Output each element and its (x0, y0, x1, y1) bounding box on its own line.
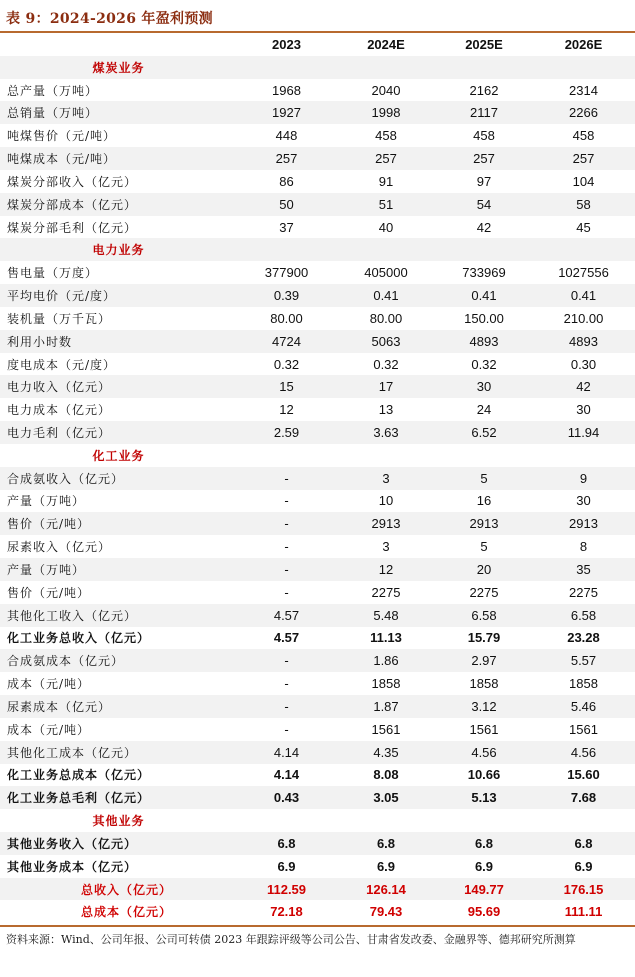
row-label: 产量（万吨） (7, 494, 86, 509)
value-cell: 112.59 (237, 878, 336, 901)
table-row (0, 832, 635, 855)
value-cell: 42 (476, 219, 492, 235)
value-cell: 5.46 (532, 695, 635, 718)
value-cell: 5063 (336, 330, 436, 353)
empty-cell (532, 444, 635, 467)
table-row (0, 581, 635, 604)
value-cell: 30 (436, 375, 532, 398)
table-row (0, 695, 635, 718)
value-cell: 91 (378, 173, 394, 189)
value-cell: 4.35 (336, 741, 436, 764)
empty-cell (436, 56, 532, 79)
section-label: 电力业务 (0, 238, 237, 261)
value-cell: 10.66 (467, 767, 501, 783)
value-cell: 3.05 (336, 786, 436, 809)
value-cell: - (237, 649, 336, 672)
table-row (0, 193, 635, 216)
row-label: 化工业务总毛利（亿元） (0, 786, 237, 809)
empty-cell (336, 56, 436, 79)
value-cell: 16 (476, 493, 492, 509)
value-cell: 2.97 (436, 649, 532, 672)
value-cell: 3 (382, 539, 390, 555)
value-cell: 733969 (462, 265, 506, 281)
value-cell: 0.32 (373, 356, 399, 372)
table-row (0, 490, 635, 513)
value-cell: 405000 (364, 265, 408, 281)
table-row (0, 330, 635, 353)
value-cell: 80.00 (270, 310, 303, 326)
table-row (0, 170, 635, 193)
value-cell: 6.8 (237, 832, 336, 855)
value-cell: 2266 (532, 101, 635, 124)
row-label: 总产量（万吨） (7, 83, 99, 98)
section-row (0, 238, 635, 261)
header-label-cell (0, 33, 237, 56)
row-label: 平均电价（元/度） (0, 284, 237, 307)
value-cell: 6.52 (436, 421, 532, 444)
table-title: 表 9：2024-2026 年盈利预测 (6, 11, 213, 27)
value-cell: - (284, 539, 289, 555)
table-body (0, 56, 635, 923)
row-label: 化工业务总收入（亿元） (7, 631, 151, 646)
value-cell: 50 (237, 193, 336, 216)
row-label: 总成本（亿元） (80, 905, 172, 920)
value-cell: 3 (336, 467, 436, 490)
value-cell: 5.13 (436, 786, 532, 809)
row-label: 其他化工收入（亿元） (0, 604, 237, 627)
value-cell: 2117 (436, 101, 532, 124)
value-cell: 97 (476, 173, 492, 189)
value-cell: 1858 (371, 676, 401, 692)
value-cell: 6.9 (474, 858, 494, 874)
value-cell: 8.08 (373, 767, 399, 783)
table-row (0, 353, 635, 376)
value-cell: 5 (480, 539, 488, 555)
value-cell: - (237, 467, 336, 490)
value-cell: 17 (336, 375, 436, 398)
value-cell: 58 (532, 193, 635, 216)
table-row (0, 375, 635, 398)
value-cell: 1561 (569, 721, 598, 737)
value-cell: 86 (279, 173, 294, 189)
row-label: 合成氨收入（亿元） (0, 467, 237, 490)
value-cell: 257 (532, 147, 635, 170)
total-row (0, 900, 635, 923)
value-cell: 150.00 (464, 310, 504, 326)
value-cell: 257 (237, 147, 336, 170)
value-cell: 2314 (569, 82, 598, 98)
row-label: 售电量（万度） (7, 266, 99, 281)
value-cell: 111.11 (564, 904, 603, 920)
value-cell: 6.9 (277, 858, 296, 874)
value-cell: 257 (436, 147, 532, 170)
value-cell: 10 (378, 493, 394, 509)
value-cell: 15.60 (567, 767, 600, 783)
value-cell: 95.69 (467, 904, 501, 920)
row-label: 吨煤售价（元/吨） (7, 129, 117, 144)
value-cell: 35 (532, 558, 635, 581)
table-row (0, 718, 635, 741)
row-label: 总收入（亿元） (0, 878, 237, 901)
value-cell: 5.57 (532, 649, 635, 672)
value-cell: 4893 (532, 330, 635, 353)
value-cell: 0.32 (273, 356, 300, 372)
value-cell: - (237, 558, 336, 581)
empty-cell (436, 238, 532, 261)
value-cell: 176.15 (532, 878, 635, 901)
row-label: 总销量（万吨） (0, 101, 237, 124)
value-cell: 2275 (469, 584, 499, 600)
table-row (0, 307, 635, 330)
value-cell: 5.48 (336, 604, 436, 627)
value-cell: 0.43 (237, 786, 336, 809)
table-row (0, 124, 635, 147)
value-cell: 7.68 (532, 786, 635, 809)
header-year-2024e: 2024E (367, 36, 405, 52)
section-row (0, 809, 635, 832)
row-label: 电力收入（亿元） (0, 375, 237, 398)
forecast-table (0, 33, 635, 923)
row-label: 其他业务收入（亿元） (0, 832, 237, 855)
value-cell: - (284, 676, 289, 692)
table-row (0, 649, 635, 672)
value-cell: 257 (336, 147, 436, 170)
empty-cell (336, 444, 436, 467)
empty-cell (336, 238, 436, 261)
value-cell: 149.77 (436, 878, 532, 901)
row-label: 装机量（万千瓦） (7, 311, 112, 326)
table-row (0, 604, 635, 627)
table-row (0, 786, 635, 809)
value-cell: 2275 (569, 584, 598, 600)
value-cell: 2913 (336, 512, 436, 535)
value-cell: 30 (576, 402, 591, 418)
value-cell: 54 (436, 193, 532, 216)
table-row (0, 261, 635, 284)
row-label: 煤炭分部收入（亿元） (7, 174, 138, 189)
value-cell: 0.39 (237, 284, 336, 307)
value-cell: 1561 (469, 721, 499, 737)
value-cell: 80.00 (369, 310, 403, 326)
table-row (0, 535, 635, 558)
table-row (0, 421, 635, 444)
value-cell: 8 (579, 539, 588, 555)
value-cell: 40 (378, 219, 394, 235)
value-cell: 79.43 (369, 904, 403, 920)
empty-cell (237, 444, 336, 467)
value-cell: 1.87 (336, 695, 436, 718)
row-label: 电力毛利（亿元） (0, 421, 237, 444)
table-row (0, 855, 635, 878)
value-cell: 1927 (237, 101, 336, 124)
row-label: 成本（元/吨） (7, 677, 91, 692)
value-cell: 6.9 (574, 858, 593, 874)
value-cell: 15 (237, 375, 336, 398)
value-cell: 2275 (371, 584, 401, 600)
value-cell: 6.58 (436, 604, 532, 627)
section-label: 其他业务 (92, 814, 145, 829)
table-row (0, 79, 635, 102)
empty-cell (237, 238, 336, 261)
value-cell: 12 (336, 558, 436, 581)
value-cell: 4.14 (237, 741, 336, 764)
value-cell: 377900 (264, 265, 309, 281)
value-cell: 4.57 (273, 630, 300, 646)
row-label: 尿素收入（亿元） (7, 540, 112, 555)
value-cell: - (284, 584, 289, 600)
value-cell: 6.8 (436, 832, 532, 855)
row-label: 尿素成本（亿元） (0, 695, 237, 718)
value-cell: 45 (576, 219, 591, 235)
value-cell: 1858 (469, 676, 499, 692)
value-cell: 458 (572, 128, 595, 144)
value-cell: 0.30 (570, 356, 597, 372)
value-cell: 5 (436, 467, 532, 490)
value-cell: 1.86 (336, 649, 436, 672)
table-row (0, 398, 635, 421)
value-cell: 9 (532, 467, 635, 490)
row-label: 售价（元/吨） (0, 512, 237, 535)
table-row (0, 216, 635, 239)
row-label: 合成氨成本（亿元） (0, 649, 237, 672)
value-cell: 458 (375, 128, 397, 144)
value-cell: 126.14 (336, 878, 436, 901)
section-label: 煤炭业务 (0, 56, 237, 79)
value-cell: 11.13 (370, 630, 402, 646)
value-cell: 12 (279, 402, 294, 418)
empty-cell (532, 809, 635, 832)
value-cell: 1561 (371, 721, 401, 737)
empty-cell (436, 809, 532, 832)
empty-cell (237, 809, 336, 832)
table-row (0, 284, 635, 307)
row-label: 利用小时数 (0, 330, 237, 353)
empty-cell (336, 809, 436, 832)
row-label: 产量（万吨） (0, 558, 237, 581)
value-cell: 0.41 (336, 284, 436, 307)
table-row (0, 147, 635, 170)
row-label: 煤炭分部成本（亿元） (0, 193, 237, 216)
empty-cell (532, 56, 635, 79)
value-cell: 42 (532, 375, 635, 398)
value-cell: 11.94 (532, 421, 635, 444)
header-row (0, 33, 635, 56)
table-row (0, 558, 635, 581)
value-cell: 1027556 (558, 265, 609, 281)
value-cell: 0.41 (436, 284, 532, 307)
value-cell: 30 (576, 493, 591, 509)
value-cell: 1998 (336, 101, 436, 124)
table-row (0, 672, 635, 695)
value-cell: 4.14 (273, 767, 300, 783)
value-cell: - (237, 512, 336, 535)
row-label: 煤炭分部毛利（亿元） (7, 220, 138, 235)
table-row (0, 764, 635, 787)
value-cell: 2913 (436, 512, 532, 535)
header-year-2023: 2023 (272, 36, 301, 52)
table-row (0, 467, 635, 490)
value-cell: 104 (572, 173, 595, 189)
value-cell: 6.8 (336, 832, 436, 855)
empty-cell (436, 444, 532, 467)
row-label: 售价（元/吨） (7, 585, 91, 600)
value-cell: - (284, 721, 289, 737)
value-cell: 13 (378, 402, 394, 418)
value-cell: 458 (473, 128, 495, 144)
table-row (0, 101, 635, 124)
value-cell: 4.57 (237, 604, 336, 627)
value-cell: 2162 (469, 82, 499, 98)
header-year-2026e: 2026E (564, 36, 603, 52)
empty-cell (237, 56, 336, 79)
value-cell: 1858 (569, 676, 598, 692)
value-cell: 210.00 (563, 310, 604, 326)
table-row (0, 512, 635, 535)
value-cell: 23.28 (567, 630, 600, 646)
row-label: 其他业务成本（亿元） (7, 859, 138, 874)
value-cell: 6.9 (376, 858, 396, 874)
value-cell: 2040 (371, 82, 401, 98)
value-cell: 3.12 (436, 695, 532, 718)
value-cell: 1968 (272, 82, 301, 98)
value-cell: - (237, 695, 336, 718)
table-row (0, 627, 635, 650)
value-cell: 37 (279, 219, 294, 235)
empty-cell (532, 238, 635, 261)
value-cell: 51 (336, 193, 436, 216)
row-label: 度电成本（元/度） (7, 357, 117, 372)
row-label: 成本（元/吨） (7, 722, 91, 737)
value-cell: 6.58 (532, 604, 635, 627)
value-cell: 4.56 (436, 741, 532, 764)
row-label: 化工业务总成本（亿元） (7, 768, 151, 783)
value-cell: 24 (476, 402, 492, 418)
value-cell: 2913 (532, 512, 635, 535)
value-cell: - (284, 493, 289, 509)
value-cell: 15.79 (467, 630, 501, 646)
value-cell: 20 (436, 558, 532, 581)
table-row (0, 741, 635, 764)
section-label: 化工业务 (92, 448, 145, 463)
value-cell: 448 (275, 128, 298, 144)
value-cell: 6.8 (532, 832, 635, 855)
value-cell: 72.18 (270, 904, 303, 920)
value-cell: 0.32 (471, 356, 497, 372)
source-note: 资料来源：Wind、公司年报、公司可转债 2023 年跟踪评级等公司公告、甘肃省发改委、金融界等、德邦研究所测算 (6, 933, 576, 946)
value-cell: 0.41 (532, 284, 635, 307)
row-label: 电力成本（亿元） (7, 403, 112, 418)
value-cell: 2.59 (237, 421, 336, 444)
value-cell: 4724 (237, 330, 336, 353)
bottom-rule (0, 925, 635, 927)
row-label: 其他化工成本（亿元） (0, 741, 237, 764)
header-year-2025e: 2025E (465, 36, 503, 52)
section-row (0, 56, 635, 79)
total-row (0, 878, 635, 901)
value-cell: 3.63 (336, 421, 436, 444)
value-cell: 4893 (436, 330, 532, 353)
value-cell: 4.56 (532, 741, 635, 764)
section-row (0, 444, 635, 467)
row-label: 吨煤成本（元/吨） (0, 147, 237, 170)
